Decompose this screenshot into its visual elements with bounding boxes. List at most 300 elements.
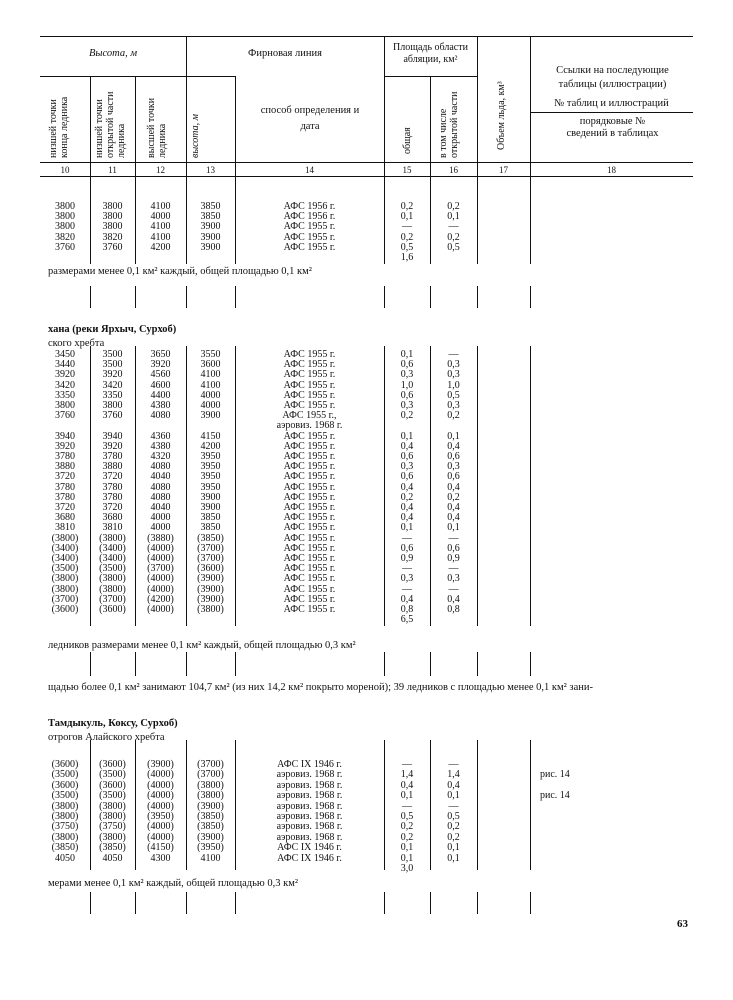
table-cell: 0,2 [447, 410, 460, 422]
table-cell: 3920 [102, 369, 123, 381]
table-cell: 0,5 [400, 241, 414, 253]
table-cell: (3700) [99, 593, 126, 605]
table-cell: АФС 1955 г. [283, 400, 336, 411]
table-cell: (3800) [51, 532, 79, 544]
table-cell: 3780 [55, 491, 75, 503]
table-cell: АФС 1955 г. [283, 573, 336, 585]
table-cell: (3700) [197, 769, 224, 781]
table-cell: 0,1 [447, 430, 460, 442]
table-cell: 0,8 [447, 604, 460, 615]
table-cell: 4100 [200, 379, 221, 391]
table-cell: 3850 [200, 211, 221, 223]
table-cell: 0,4 [400, 512, 414, 524]
table-cell: (4150) [147, 842, 174, 854]
table-cell: (3400) [51, 553, 79, 564]
col17-header: Объем льда, км³ [496, 81, 507, 150]
table-cell: 0,4 [447, 593, 460, 605]
column-divider-stub [430, 892, 431, 914]
table-cell: (3600) [51, 604, 79, 615]
table-cell: 3850 [200, 522, 221, 534]
header-divider [477, 36, 478, 176]
column-divider-stub [135, 286, 136, 308]
table-cell: 0,1 [400, 842, 414, 854]
table-cell: 0,4 [447, 481, 460, 493]
table-cell: аэровиз. 1968 г. [276, 420, 343, 432]
column-divider [530, 346, 531, 626]
table-cell: (3750) [51, 821, 79, 833]
table-cell: 3420 [102, 379, 123, 391]
table-cell: 1,0 [400, 379, 414, 391]
table-cell: (3800) [99, 800, 126, 812]
table-cell: 3820 [55, 231, 75, 243]
table-cell: 3350 [55, 389, 75, 401]
table-cell: — [448, 583, 459, 595]
table-cell: (3600) [51, 779, 79, 791]
table-cell: 3760 [55, 241, 75, 253]
column-divider-stub [477, 892, 478, 914]
table-cell: 4100 [150, 201, 171, 212]
table-cell: (4200) [147, 593, 174, 605]
table-cell: 3780 [102, 451, 123, 462]
header-divider [135, 76, 136, 176]
table-cell: 4000 [150, 522, 171, 534]
table-cell: 3800 [102, 211, 123, 223]
table-cell: 3720 [55, 471, 75, 483]
table-cell: АФС 1955 г. [283, 349, 336, 360]
table-cell: (3600) [99, 604, 126, 615]
table-cell: — [448, 563, 459, 575]
column-number: 18 [607, 165, 616, 175]
table-cell: (3800) [197, 604, 224, 615]
table-cell: 3800 [102, 400, 123, 411]
column-divider-stub [530, 286, 531, 308]
table-cell: (3800) [99, 532, 126, 544]
table-cell: 0,1 [400, 211, 414, 223]
table-cell: 3650 [150, 349, 171, 360]
table-cell: 0,2 [447, 231, 460, 243]
table-cell: (4000) [147, 553, 174, 564]
table-cell: 3940 [102, 430, 123, 442]
table-cell: (3800) [51, 800, 79, 812]
table-cell: 0,5 [447, 389, 460, 401]
table-cell: — [402, 221, 412, 233]
table-cell: (3950) [147, 811, 174, 822]
col18-header-bottom: порядковые № сведений в таблицах [566, 116, 659, 139]
table-cell: 4300 [150, 852, 171, 864]
table-cell: 0,4 [447, 779, 460, 791]
table-cell: 3950 [200, 461, 221, 473]
table-cell: 0,3 [400, 369, 414, 381]
table-cell: 0,3 [447, 400, 460, 411]
column-divider-stub [235, 652, 236, 676]
table-cell: 3880 [102, 461, 123, 473]
column-divider-stub [90, 652, 91, 676]
table-cell: (3850) [197, 821, 224, 833]
table-cell: 0,3 [447, 461, 460, 473]
column-divider-stub [186, 892, 187, 914]
table-cell: АФС 1955 г. [283, 512, 336, 524]
table-cell: — [448, 349, 459, 360]
block3-title: Тамдыкуль, Коксу, Сурхоб) [48, 718, 178, 729]
table-cell: (3700) [197, 553, 224, 564]
table-cell: 4560 [150, 369, 171, 381]
column-number: 12 [156, 165, 165, 175]
table-cell: АФС 1955 г. [283, 604, 336, 615]
table-cell: 3450 [55, 349, 75, 360]
table-cell: 4080 [150, 461, 171, 473]
table-cell: АФС 1955 г. [283, 440, 336, 452]
column-divider [530, 176, 531, 264]
table-cell: 0,1 [400, 430, 414, 442]
table-cell: (4000) [147, 604, 174, 615]
table-cell: 4100 [200, 369, 221, 381]
table-cell: 4050 [102, 852, 123, 864]
table-cell: — [402, 800, 412, 812]
table-cell: 0,2 [447, 831, 460, 843]
column-number: 11 [108, 165, 117, 175]
table-cell: (3800) [99, 811, 126, 822]
table-cell: АФС 1955 г. [283, 583, 336, 595]
table-cell: 4040 [150, 502, 171, 513]
table-cell: 3720 [102, 471, 123, 483]
column-divider-stub [430, 286, 431, 308]
table-cell: 4100 [150, 231, 171, 243]
table-cell: (3700) [197, 759, 224, 770]
table-cell: 4360 [150, 430, 171, 442]
table-cell: 4400 [150, 389, 171, 401]
column-divider [530, 740, 531, 870]
table-cell: (3700) [51, 593, 79, 605]
table-cell: АФС 1956 г. [283, 211, 336, 223]
column-divider-stub [235, 892, 236, 914]
table-cell: (3850) [51, 842, 79, 854]
table-cell: 3720 [102, 502, 123, 513]
table-cell: (3900) [197, 583, 224, 595]
table-cell: 4000 [200, 400, 221, 411]
table-cell: 3920 [150, 359, 171, 371]
table-cell: АФС 1955 г. [283, 430, 336, 442]
table-cell: 3820 [102, 231, 123, 243]
table-cell: (3800) [51, 811, 79, 822]
table-cell: (3800) [99, 831, 126, 843]
table-cell: 3920 [55, 369, 75, 381]
table-cell: 3780 [102, 491, 123, 503]
table-cell: АФС 1955 г. [283, 241, 336, 253]
col18-header-mid: № таблиц и иллюстраций [554, 98, 669, 109]
header-divider [90, 76, 91, 176]
table-cell: (3850) [99, 842, 126, 854]
table-cell: 0,6 [400, 542, 414, 554]
table-cell: 0,3 [447, 359, 460, 371]
table-cell: 3900 [200, 241, 221, 253]
table-cell: (3900) [147, 759, 174, 770]
table-cell: 0,2 [400, 201, 414, 212]
table-cell: АФС 1955 г. [283, 231, 336, 243]
table-cell: 3920 [102, 440, 123, 452]
table-cell: АФС 1955 г. [283, 553, 336, 564]
table-cell: 0,2 [447, 201, 460, 212]
table-cell: (3800) [197, 779, 224, 791]
table-cell: (3750) [99, 821, 126, 833]
column-divider [477, 176, 478, 264]
table-cell: 3780 [102, 481, 123, 493]
table-cell: 4000 [200, 389, 221, 401]
table-cell: 3920 [55, 440, 75, 452]
table-cell: 3850 [200, 512, 221, 524]
col14-header: способ определения и дата [260, 105, 360, 132]
table-cell: — [402, 583, 412, 595]
table-cell: 0,2 [447, 491, 460, 503]
table-cell: 0,2 [400, 491, 414, 503]
table-cell: 3350 [102, 389, 123, 401]
summary-note: щадью более 0,1 км² занимают 104,7 км² (из них 14,2 км² покрыто мореной); 39 ледников с площадью менее 0,1 км² зани- [48, 682, 593, 693]
table-cell: (3900) [197, 800, 224, 812]
table-cell: 3420 [55, 379, 75, 391]
table-cell: 0,5 [447, 811, 460, 822]
table-cell: АФС 1955 г. [283, 359, 336, 371]
table-cell: 0,2 [400, 231, 414, 243]
table-cell: — [402, 563, 412, 575]
table-cell: (3800) [51, 583, 79, 595]
table-cell: (4000) [147, 769, 174, 781]
col12-header: высшей точки ледника [146, 97, 168, 158]
table-cell: (3500) [99, 563, 126, 575]
table-cell: 3800 [102, 221, 123, 233]
column-divider-stub [384, 892, 385, 914]
column-divider-stub [186, 652, 187, 676]
col18-header-top: Ссылки на последующие таблицы (иллюстрации) [556, 65, 669, 90]
table-cell: АФС 1955 г. [283, 379, 336, 391]
table-cell: АФС IX 1946 г. [277, 842, 342, 854]
table-cell: аэровиз. 1968 г. [276, 790, 343, 802]
block2-note: ледников размерами менее 0,1 км² каждый, общей площадью 0,3 км² [48, 640, 356, 651]
table-cell: (3400) [51, 542, 79, 554]
table-cell: 0,9 [400, 553, 414, 564]
table-cell: (3500) [51, 563, 79, 575]
table-cell: (3600) [99, 779, 126, 791]
table-cell: 1,6 [400, 252, 414, 263]
column-divider-stub [384, 652, 385, 676]
height-group-header: Высота, м [88, 48, 138, 59]
table-cell: аэровиз. 1968 г. [276, 811, 343, 822]
header-divider [235, 76, 236, 176]
header-sub-rule-refs [530, 112, 693, 113]
table-cell: аэровиз. 1968 г. [276, 800, 343, 812]
page-number: 63 [677, 918, 688, 930]
column-divider-stub [530, 652, 531, 676]
table-cell: 0,1 [447, 790, 460, 802]
table-cell: 3760 [55, 410, 75, 422]
table-cell: 3900 [200, 491, 221, 503]
header-divider [430, 76, 431, 176]
column-divider [477, 346, 478, 626]
table-cell: 0,3 [447, 573, 460, 585]
table-cell: 3810 [102, 522, 123, 534]
column-divider-stub [530, 892, 531, 914]
colnum-bottom-rule [40, 176, 693, 177]
table-cell: 3680 [102, 512, 123, 524]
table-cell: 3900 [200, 221, 221, 233]
header-top-rule [40, 36, 693, 37]
column-divider [477, 740, 478, 870]
table-cell: 4000 [150, 512, 171, 524]
column-divider-stub [135, 652, 136, 676]
table-cell: рис. 14 [540, 790, 570, 802]
table-cell: 0,4 [447, 440, 460, 452]
table-cell: 0,1 [400, 349, 414, 360]
column-number: 14 [305, 165, 314, 175]
block2-subtitle: ского хребта [48, 338, 105, 349]
table-cell: аэровиз. 1968 г. [276, 769, 343, 781]
column-divider-stub [135, 892, 136, 914]
table-cell: (4000) [147, 542, 174, 554]
table-cell: 1,0 [447, 379, 460, 391]
table-cell: АФС 1956 г. [283, 201, 336, 212]
col11-header: низшей точки открытой части ледника [94, 91, 127, 158]
table-cell: 0,2 [400, 821, 414, 833]
table-cell: (3400) [99, 553, 126, 564]
table-cell: (3600) [51, 759, 79, 770]
table-cell: (3600) [99, 759, 126, 770]
col13-header: высота, м [190, 113, 201, 158]
table-cell: 3810 [55, 522, 75, 534]
table-cell: (3900) [197, 831, 224, 843]
table-cell: (4000) [147, 779, 174, 791]
table-cell: (3880) [147, 532, 174, 544]
table-cell: АФС 1955 г. [283, 451, 336, 462]
table-cell: АФС 1955 г. [283, 522, 336, 534]
table-cell: 3880 [55, 461, 75, 473]
table-cell: — [448, 532, 459, 544]
table-cell: (3500) [99, 790, 126, 802]
table-cell: 3550 [200, 349, 221, 360]
table-cell: (3800) [197, 790, 224, 802]
table-cell: — [402, 759, 412, 770]
header-sub-rule-height [40, 76, 235, 77]
column-divider-stub [477, 652, 478, 676]
table-cell: (4000) [147, 800, 174, 812]
table-cell: 0,6 [400, 359, 414, 371]
table-cell: 1,4 [447, 769, 460, 781]
table-cell: 0,1 [400, 790, 414, 802]
column-divider-stub [186, 286, 187, 308]
table-cell: 0,4 [400, 779, 414, 791]
table-cell: (3500) [99, 769, 126, 781]
table-cell: 4380 [150, 440, 171, 452]
table-cell: 3800 [55, 211, 75, 223]
table-cell: (3700) [197, 542, 224, 554]
table-cell: (3850) [197, 532, 224, 544]
table-cell: 4080 [150, 410, 171, 422]
column-divider-stub [477, 286, 478, 308]
table-cell: 0,6 [447, 471, 460, 483]
column-number: 13 [206, 165, 215, 175]
table-cell: 3780 [55, 481, 75, 493]
table-cell: 4380 [150, 400, 171, 411]
table-cell: 0,1 [447, 522, 460, 534]
table-cell: 4320 [150, 451, 171, 462]
table-cell: 4080 [150, 481, 171, 493]
table-cell: 3500 [102, 359, 123, 371]
table-cell: 4150 [200, 430, 221, 442]
table-cell: 3760 [102, 241, 123, 253]
table-cell: 3760 [102, 410, 123, 422]
table-cell: 3,0 [400, 863, 414, 874]
table-cell: (3800) [99, 583, 126, 595]
block3-subtitle: отрогов Алайского хребта [48, 732, 165, 743]
col16-header: в том числе открытой части [438, 91, 460, 158]
block3-note: мерами менее 0,1 км² каждый, общей площадью 0,3 км² [48, 878, 299, 889]
table-cell: (3950) [197, 842, 224, 854]
table-cell: 0,4 [400, 440, 414, 452]
table-cell: (3700) [147, 563, 174, 575]
table-cell: (4000) [147, 790, 174, 802]
table-cell: 0,6 [400, 471, 414, 483]
column-divider-stub [384, 286, 385, 308]
table-cell: 0,5 [400, 811, 414, 822]
table-cell: рис. 14 [540, 769, 570, 781]
table-cell: 3950 [200, 451, 221, 462]
table-cell: (3500) [51, 790, 79, 802]
table-cell: 0,1 [447, 211, 460, 223]
table-cell: АФС 1955 г. [283, 369, 336, 381]
column-number: 15 [402, 165, 412, 175]
table-cell: 4040 [150, 471, 171, 483]
ablation-group-header: Площадь области абляции, км² [393, 42, 468, 65]
table-cell: 4200 [150, 241, 171, 253]
table-cell: (4000) [147, 831, 174, 843]
table-cell: 0,1 [447, 842, 460, 854]
table-cell: 3900 [200, 231, 221, 243]
table-cell: 3720 [55, 502, 75, 513]
table-cell: АФС 1955 г. [283, 532, 336, 544]
col10-header: низшей точки конца ледника [48, 96, 70, 158]
header-bottom-rule [40, 162, 693, 163]
column-divider-stub [235, 286, 236, 308]
table-cell: АФС 1955 г. [283, 221, 336, 233]
table-cell: 4080 [150, 491, 171, 503]
table-cell: 0,4 [400, 481, 414, 493]
table-cell: 0,1 [400, 522, 414, 534]
table-cell: 0,4 [400, 593, 414, 605]
table-cell: — [402, 532, 412, 544]
table-cell: (3600) [197, 563, 224, 575]
table-cell: 4600 [150, 379, 171, 391]
table-cell: 0,2 [400, 831, 414, 843]
column-divider-stub [430, 652, 431, 676]
firn-group-header: Фирновая линия [248, 48, 322, 59]
table-cell: 3850 [200, 201, 221, 212]
table-cell: АФС 1955 г. [283, 389, 336, 401]
table-cell: АФС 1955 г. [283, 563, 336, 575]
table-cell: 0,4 [400, 502, 414, 513]
table-cell: 1,4 [400, 769, 414, 781]
table-cell: 3600 [200, 359, 221, 371]
table-cell: 0,3 [400, 573, 414, 585]
table-cell: 3800 [55, 201, 75, 212]
table-cell: (4000) [147, 583, 174, 595]
table-cell: (4000) [147, 573, 174, 585]
table-cell: (3900) [197, 593, 224, 605]
table-cell: АФС 1955 г. [283, 542, 336, 554]
table-cell: 3800 [55, 400, 75, 411]
table-cell: 3800 [55, 221, 75, 233]
table-cell: 0,2 [447, 821, 460, 833]
table-cell: АФС 1955 г. [283, 502, 336, 513]
block1-note: размерами менее 0,1 км² каждый, общей площадью 0,1 км² [48, 266, 312, 277]
table-cell: АФС IX 1946 г. [277, 852, 342, 864]
column-number: 17 [499, 165, 508, 175]
